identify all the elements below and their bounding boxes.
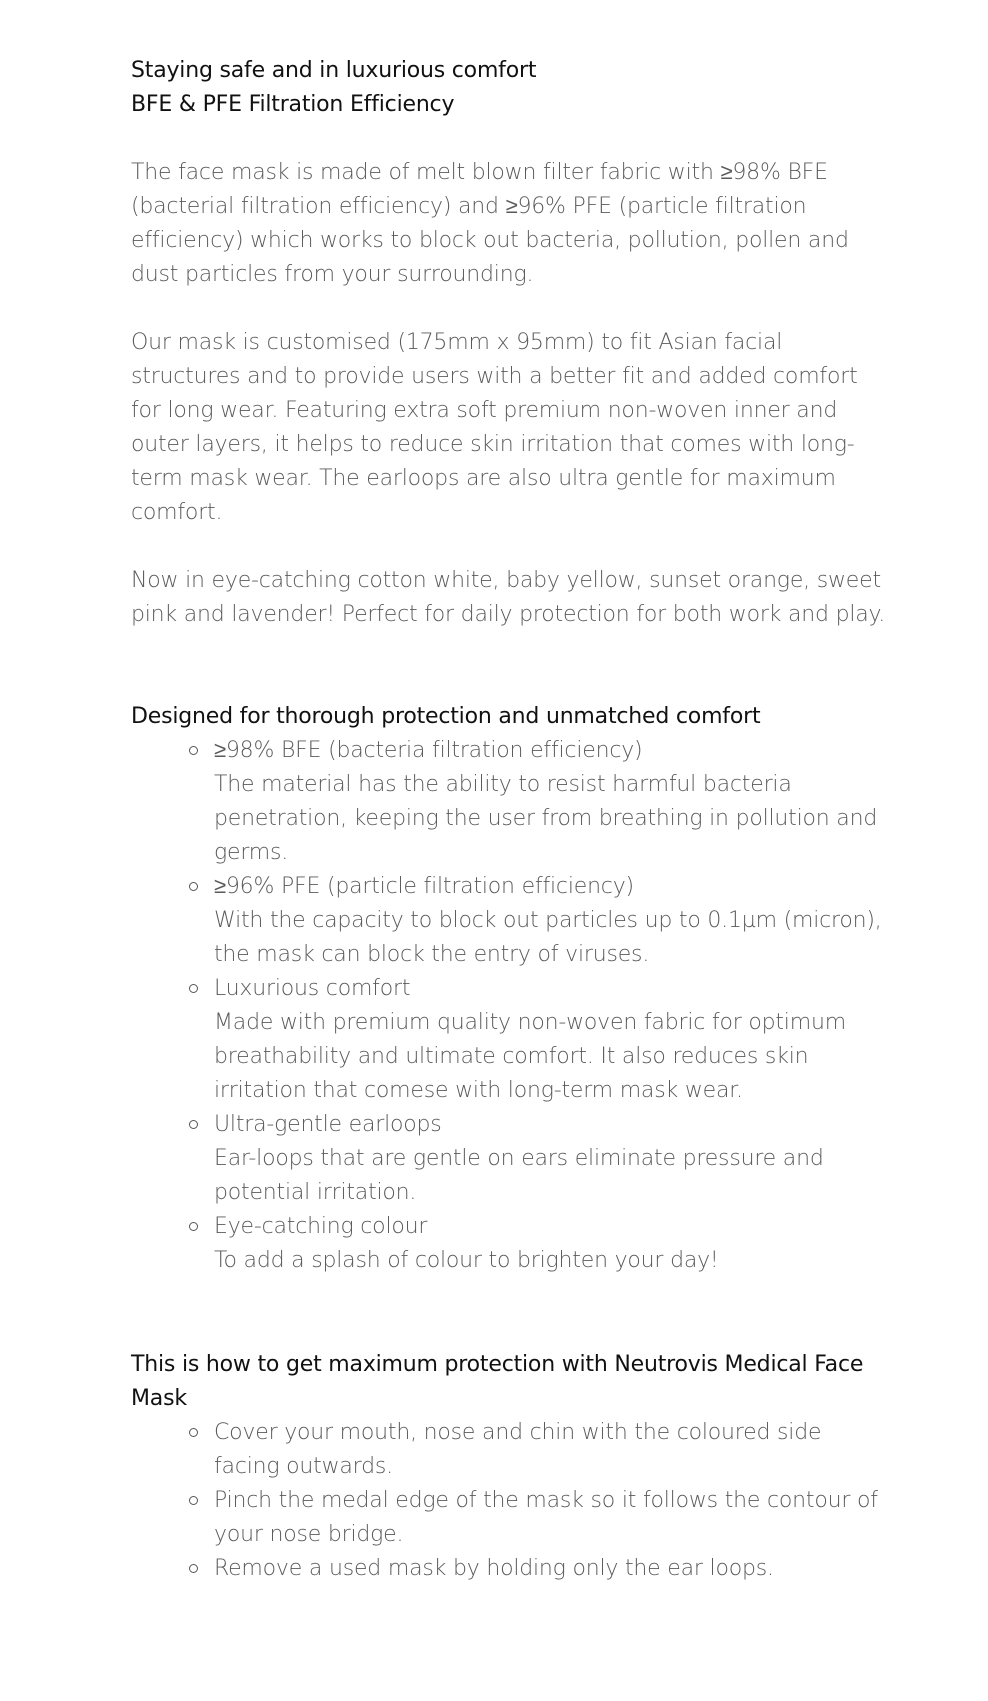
hollow-circle-bullet-icon [189, 1564, 198, 1573]
features-heading: Designed for thorough protection and unmatched comfort [131, 704, 761, 729]
usage-step-text: Remove a used mask by holding only the ear loops. [214, 1556, 774, 1581]
feature-title: Luxurious comfort [214, 976, 411, 1001]
feature-description: The material has the ability to resist harmful bacteria penetration, keeping the user from breathing in pollution and germs. [214, 772, 878, 865]
hollow-circle-bullet-icon [189, 1222, 198, 1231]
hollow-circle-bullet-icon [189, 1496, 198, 1505]
feature-description: With the capacity to block out particles up to 0.1µm (micron), the mask can block the entry of viruses. [214, 908, 882, 967]
feature-title: Ultra-gentle earloops [214, 1112, 442, 1137]
hollow-circle-bullet-icon [189, 746, 198, 755]
feature-item-earloops [214, 1108, 891, 1210]
intro-paragraph-colours: Now in eye-catching cotton white, baby yellow, sunset orange, sweet pink and lavender! Perfect for daily protection for both work and play. [131, 568, 886, 627]
usage-heading: This is how to get maximum protection with Neutrovis Medical Face Mask [131, 1352, 864, 1411]
feature-description: Ear-loops that are gentle on ears eliminate pressure and potential irritation. [214, 1146, 824, 1205]
feature-description: Made with premium quality non-woven fabric for optimum breathability and ultimate comfort. It also reduces skin irritation that comese with long-term mask wear. [214, 1010, 846, 1103]
intro-title: Staying safe and in luxurious comfort [131, 58, 537, 83]
usage-step [214, 1552, 891, 1586]
hollow-circle-bullet-icon [189, 1120, 198, 1129]
feature-title: ≥98% BFE (bacteria filtration efficiency) [214, 738, 643, 763]
usage-step [214, 1484, 891, 1552]
feature-item-pfe [214, 870, 891, 972]
usage-steps-list [131, 1416, 891, 1586]
intro-paragraph-fit: Our mask is customised (175mm x 95mm) to fit Asian facial structures and to provide users with a better fit and added comfort for long wear. Featuring extra soft premium non-woven inner and outer layers, it helps to reduce skin irritation that comes with long-term mask wear. The earloops are also ultra gentle for maximum comfort. [131, 330, 858, 525]
feature-title: ≥96% PFE (particle filtration efficiency) [214, 874, 634, 899]
intro-paragraph-filtration: The face mask is made of melt blown filter fabric with ≥98% BFE (bacterial filtration efficiency) and ≥96% PFE (particle filtration efficiency) which works to block out bacteria, pollution, pollen and dust particles from your surrounding. [131, 160, 849, 287]
hollow-circle-bullet-icon [189, 1428, 198, 1437]
hollow-circle-bullet-icon [189, 984, 198, 993]
hollow-circle-bullet-icon [189, 882, 198, 891]
features-list [131, 734, 891, 1278]
usage-step [214, 1416, 891, 1484]
feature-item-colour [214, 1210, 891, 1278]
feature-description: To add a splash of colour to brighten your day! [214, 1248, 719, 1273]
usage-step-text: Cover your mouth, nose and chin with the coloured side facing outwards. [214, 1420, 822, 1479]
product-description [131, 54, 891, 1586]
feature-item-bfe [214, 734, 891, 870]
intro-subtitle: BFE & PFE Filtration Efficiency [131, 92, 455, 117]
feature-title: Eye-catching colour [214, 1214, 428, 1239]
feature-item-comfort [214, 972, 891, 1108]
usage-step-text: Pinch the medal edge of the mask so it follows the contour of your nose bridge. [214, 1488, 878, 1547]
